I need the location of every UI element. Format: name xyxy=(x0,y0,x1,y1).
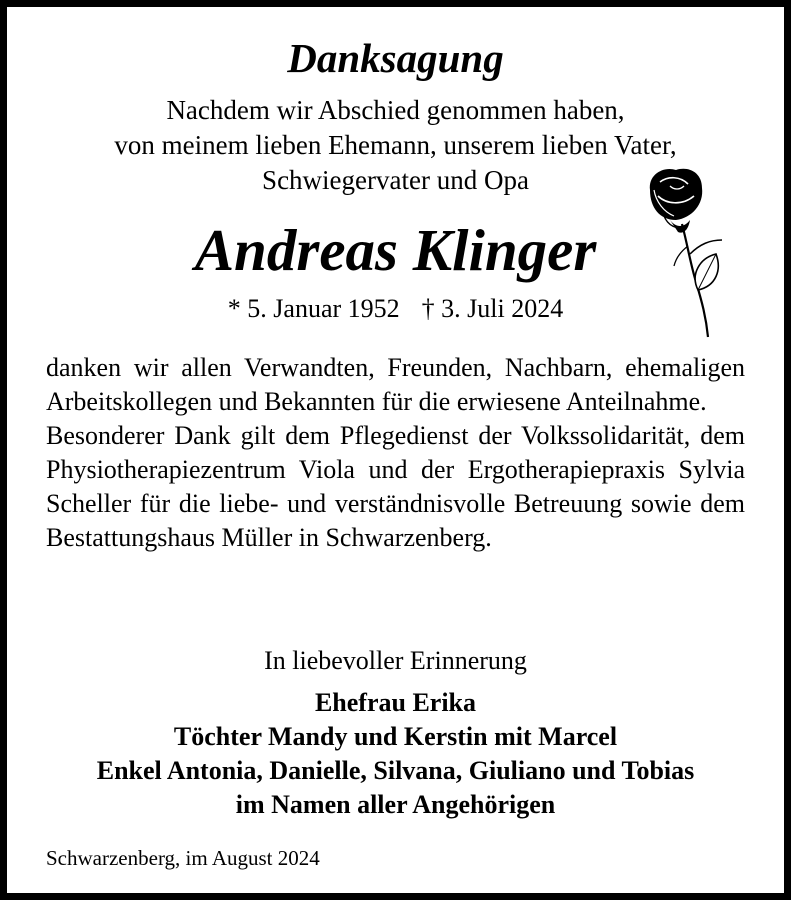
death-date: † 3. Juli 2024 xyxy=(421,294,564,323)
intro-line: Schwiegervater und Opa xyxy=(262,165,529,195)
intro-line: Nachdem wir Abschied genommen haben, xyxy=(166,95,625,125)
thanks-paragraph: Besonderer Dank gilt dem Pflegedienst der Volkssolidarität, dem Physiotherapiezentrum Viola und der Ergotherapiepraxis Sylvia Scheller für die liebe- und verständnisvolle Betreuung sowie dem Bestattungshaus Müller in Schwarzenberg. xyxy=(46,421,745,552)
thanks-paragraph: danken wir allen Verwandten, Freunden, Nachbarn, ehemaligen Arbeitskollegen und Bekannten für die erwiesene Anteilnahme. xyxy=(46,353,745,416)
family-line: Töchter Mandy und Kerstin mit Marcel xyxy=(173,722,618,751)
birth-date: * 5. Januar 1952 xyxy=(227,294,400,323)
rose-icon xyxy=(630,162,730,342)
family-signature xyxy=(0,686,791,822)
family-line: im Namen aller Angehörigen xyxy=(235,790,556,819)
thanks-text xyxy=(46,351,745,555)
family-line: Ehefrau Erika xyxy=(314,688,477,717)
place-date: Schwarzenberg, im August 2024 xyxy=(46,846,320,870)
notice-title: Danksagung xyxy=(287,35,504,81)
deceased-name: Andreas Klinger xyxy=(194,217,597,283)
intro-line: von meinem lieben Ehemann, unserem lieben Vater, xyxy=(114,130,677,160)
closing-line: In liebevoller Erinnerung xyxy=(264,646,527,675)
family-line: Enkel Antonia, Danielle, Silvana, Giuliano und Tobias xyxy=(96,756,695,785)
